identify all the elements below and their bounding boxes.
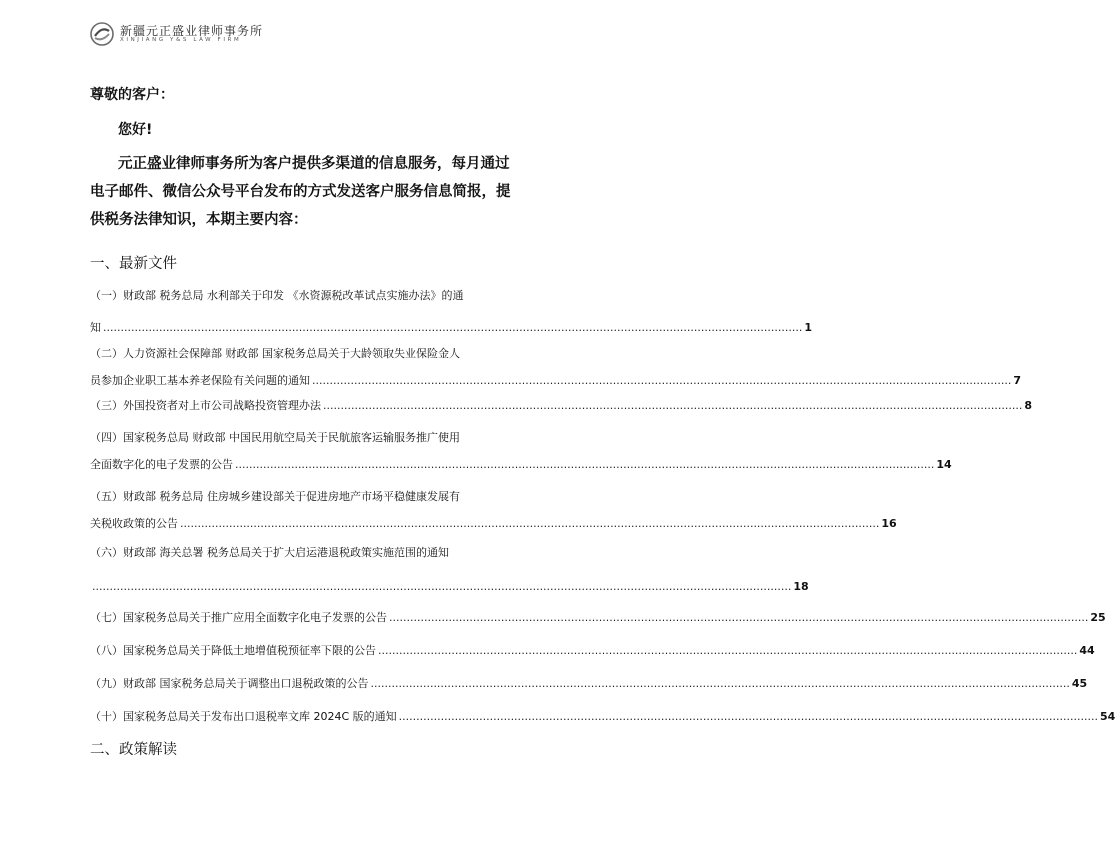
toc-leader-dots: ........................................................................................................................................................................................................ <box>323 399 1023 412</box>
toc-leader-dots: ........................................................................................................................................................................................................ <box>370 677 1070 690</box>
toc-entry-title: （八）国家税务总局关于降低土地增值税预征率下限的公告 <box>90 644 376 657</box>
section-heading-policy-interpretation: 二、政策解读 <box>90 742 177 758</box>
firm-name-en: XINJIANG Y&S LAW FIRM <box>120 37 242 43</box>
toc-page-number: 16 <box>881 517 897 530</box>
toc-leader-dots: ........................................................................................................................................................................................................ <box>389 611 1089 624</box>
toc-entry[interactable] <box>90 430 952 472</box>
toc-page-number: 1 <box>804 321 812 334</box>
toc-entry[interactable] <box>90 709 1115 724</box>
toc-entry-title: （三）外国投资者对上市公司战略投资管理办法 <box>90 399 321 412</box>
toc-entry[interactable] <box>90 610 1106 625</box>
hello: 您好! <box>118 122 153 138</box>
toc-entry-title: （二）人力资源社会保障部 财政部 国家税务总局关于大龄领取失业保险金人 <box>90 347 460 360</box>
greeting: 尊敬的客户： <box>90 87 174 103</box>
toc-page-number: 7 <box>1013 374 1021 387</box>
toc-leader-dots: ........................................................................................................................................................................................................ <box>312 374 1012 387</box>
toc-entry-title: （七）国家税务总局关于推广应用全面数字化电子发票的公告 <box>90 611 387 624</box>
toc-entry-title: （五）财政部 税务总局 住房城乡建设部关于促进房地产市场平稳健康发展有 <box>90 490 460 503</box>
toc-leader-dots: ........................................................................................................................................................................................................ <box>398 710 1098 723</box>
toc-entry-title-cont: 员参加企业职工基本养老保险有关问题的通知 <box>90 374 310 387</box>
toc-entry-title: （九）财政部 国家税务总局关于调整出口退税政策的公告 <box>90 677 369 690</box>
toc-entry[interactable] <box>90 545 809 594</box>
toc-entry-title: （六）财政部 海关总署 税务总局关于扩大启运港退税政策实施范围的通知 <box>90 546 449 559</box>
toc-page-number: 8 <box>1024 399 1032 412</box>
toc-page-number: 45 <box>1071 677 1088 690</box>
toc-page-number: 25 <box>1090 611 1106 624</box>
toc-entry-title-cont: 关税收政策的公告 <box>90 517 178 530</box>
toc-entry-title: （一）财政部 税务总局 水利部关于印发 《水资源税改革试点实施办法》的通 <box>90 289 464 302</box>
toc-page-number: 44 <box>1079 644 1095 657</box>
toc-entry[interactable] <box>90 489 897 531</box>
toc-entry[interactable] <box>90 643 1095 658</box>
firm-logo <box>90 20 330 50</box>
toc-page-number: 54 <box>1100 710 1115 723</box>
toc-entry-title: （十）国家税务总局关于发布出口退税率文库 2024C 版的通知 <box>90 710 397 723</box>
toc-leader-dots: ........................................................................................................................................................................................................ <box>235 458 935 471</box>
toc-entry-title-cont: 知 <box>90 321 101 334</box>
firm-name-cn: 新疆元正盛业律师事务所 <box>120 24 264 38</box>
toc-leader-dots: ........................................................................................................................................................................................................ <box>92 580 792 593</box>
section-heading-latest-documents: 一、最新文件 <box>90 256 177 272</box>
toc-entry-title: （四）国家税务总局 财政部 中国民用航空局关于民航旅客运输服务推广使用 <box>90 431 460 444</box>
toc-entry[interactable] <box>90 288 812 335</box>
toc-page-number: 14 <box>936 458 952 471</box>
toc-leader-dots: ........................................................................................................................................................................................................ <box>378 644 1078 657</box>
toc-entry-title-cont: 全面数字化的电子发票的公告 <box>90 458 233 471</box>
toc-entry[interactable] <box>90 398 1032 413</box>
toc-entry[interactable] <box>90 346 1021 388</box>
toc-entry[interactable] <box>90 676 1088 691</box>
intro-paragraph: 元正盛业律师事务所为客户提供多渠道的信息服务，每月通过电子邮件、微信公众号平台发布的方式发送客户服务信息简报，提供税务法律知识，本期主要内容： <box>90 156 511 228</box>
firm-logo-icon <box>90 22 114 46</box>
toc-leader-dots: ........................................................................................................................................................................................................ <box>103 321 803 334</box>
toc-leader-dots: ........................................................................................................................................................................................................ <box>180 517 880 530</box>
toc-page-number: 18 <box>793 580 809 593</box>
